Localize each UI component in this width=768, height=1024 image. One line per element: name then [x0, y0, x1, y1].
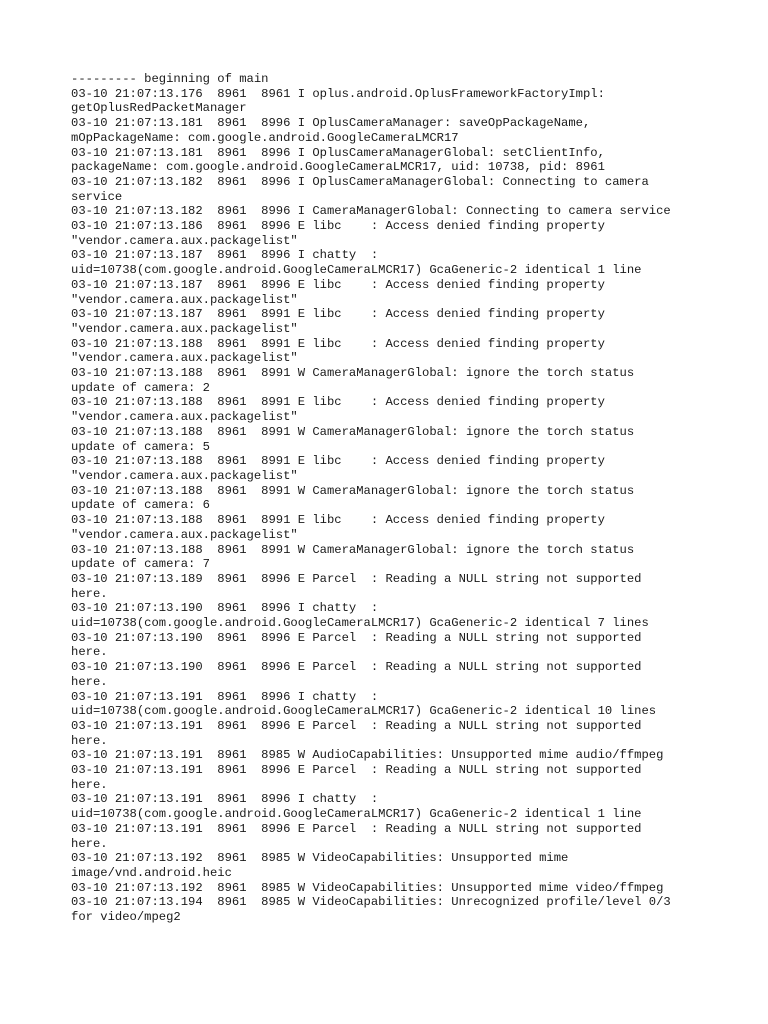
- log-line: here.: [71, 645, 108, 660]
- log-line: 03-10 21:07:13.181 8961 8996 I OplusCameraManager: saveOpPackageName,: [71, 116, 591, 131]
- log-body: [71, 72, 711, 925]
- log-line: 03-10 21:07:13.188 8961 8991 E libc : Access denied finding property: [71, 454, 605, 469]
- log-line: 03-10 21:07:13.191 8961 8996 I chatty :: [71, 689, 379, 704]
- log-line: "vendor.camera.aux.packagelist": [71, 410, 298, 425]
- log-line: here.: [71, 777, 108, 792]
- log-line: "vendor.camera.aux.packagelist": [71, 292, 298, 307]
- log-line: "vendor.camera.aux.packagelist": [71, 527, 298, 542]
- log-line: --------- beginning of main: [71, 72, 269, 86]
- log-line: 03-10 21:07:13.188 8961 8991 E libc : Access denied finding property: [71, 395, 605, 410]
- log-line: 03-10 21:07:13.191 8961 8985 W AudioCapabilities: Unsupported mime audio/ffmpeg: [71, 748, 664, 763]
- log-line: uid=10738(com.google.android.GoogleCameraLMCR17) GcaGeneric-2 identical 10 lines: [71, 704, 657, 719]
- log-line: image/vnd.android.heic: [71, 865, 232, 880]
- log-line: getOplusRedPacketManager: [71, 101, 247, 116]
- log-line: update of camera: 7: [71, 557, 210, 572]
- log-line: mOpPackageName: com.google.android.GoogleCameraLMCR17: [71, 130, 459, 145]
- log-line: 03-10 21:07:13.191 8961 8996 E Parcel : Reading a NULL string not supported: [71, 763, 642, 778]
- log-line: uid=10738(com.google.android.GoogleCameraLMCR17) GcaGeneric-2 identical 1 line: [71, 807, 642, 822]
- log-line: 03-10 21:07:13.181 8961 8996 I OplusCameraManagerGlobal: setClientInfo,: [71, 145, 605, 160]
- log-line: update of camera: 2: [71, 380, 210, 395]
- log-line: 03-10 21:07:13.187 8961 8996 E libc : Access denied finding property: [71, 277, 605, 292]
- log-line: update of camera: 6: [71, 498, 210, 513]
- log-line: 03-10 21:07:13.182 8961 8996 I OplusCameraManagerGlobal: Connecting to camera: [71, 174, 649, 189]
- log-line: 03-10 21:07:13.188 8961 8991 W CameraManagerGlobal: ignore the torch status: [71, 542, 635, 557]
- log-line: 03-10 21:07:13.190 8961 8996 I chatty :: [71, 601, 379, 616]
- log-line: packageName: com.google.android.GoogleCameraLMCR17, uid: 10738, pid: 8961: [71, 160, 605, 175]
- log-line: service: [71, 189, 123, 204]
- log-line: 03-10 21:07:13.186 8961 8996 E libc : Access denied finding property: [71, 219, 605, 234]
- log-line: "vendor.camera.aux.packagelist": [71, 351, 298, 366]
- log-line: here.: [71, 836, 108, 851]
- log-line: 03-10 21:07:13.192 8961 8985 W VideoCapabilities: Unsupported mime: [71, 851, 569, 866]
- log-line: 03-10 21:07:13.189 8961 8996 E Parcel : Reading a NULL string not supported: [71, 571, 642, 586]
- log-line: 03-10 21:07:13.176 8961 8961 I oplus.android.OplusFrameworkFactoryImpl:: [71, 86, 605, 101]
- log-line: 03-10 21:07:13.188 8961 8991 E libc : Access denied finding property: [71, 513, 605, 528]
- log-line: here.: [71, 733, 108, 748]
- log-line: "vendor.camera.aux.packagelist": [71, 233, 298, 248]
- log-line: 03-10 21:07:13.191 8961 8996 I chatty :: [71, 792, 379, 807]
- log-line: "vendor.camera.aux.packagelist": [71, 468, 298, 483]
- log-line: 03-10 21:07:13.188 8961 8991 W CameraManagerGlobal: ignore the torch status: [71, 366, 635, 381]
- log-line: here.: [71, 586, 108, 601]
- log-line: 03-10 21:07:13.191 8961 8996 E Parcel : Reading a NULL string not supported: [71, 718, 642, 733]
- log-line: 03-10 21:07:13.187 8961 8996 I chatty :: [71, 248, 379, 263]
- log-line: 03-10 21:07:13.194 8961 8985 W VideoCapabilities: Unrecognized profile/level 0/3: [71, 895, 671, 910]
- log-line: "vendor.camera.aux.packagelist": [71, 321, 298, 336]
- log-line: 03-10 21:07:13.190 8961 8996 E Parcel : Reading a NULL string not supported: [71, 630, 642, 645]
- log-line: 03-10 21:07:13.182 8961 8996 I CameraManagerGlobal: Connecting to camera service: [71, 204, 671, 219]
- log-line: 03-10 21:07:13.192 8961 8985 W VideoCapabilities: Unsupported mime video/ffmpeg: [71, 880, 664, 895]
- log-line: for video/mpeg2: [71, 910, 181, 925]
- log-line: uid=10738(com.google.android.GoogleCameraLMCR17) GcaGeneric-2 identical 1 line: [71, 263, 642, 278]
- log-line: uid=10738(com.google.android.GoogleCameraLMCR17) GcaGeneric-2 identical 7 lines: [71, 616, 649, 631]
- log-line: 03-10 21:07:13.187 8961 8991 E libc : Access denied finding property: [71, 307, 605, 322]
- log-line: 03-10 21:07:13.188 8961 8991 E libc : Access denied finding property: [71, 336, 605, 351]
- log-document: [71, 72, 711, 925]
- log-line: 03-10 21:07:13.188 8961 8991 W CameraManagerGlobal: ignore the torch status: [71, 483, 635, 498]
- log-line: update of camera: 5: [71, 439, 210, 454]
- log-line: 03-10 21:07:13.188 8961 8991 W CameraManagerGlobal: ignore the torch status: [71, 424, 635, 439]
- log-line: here.: [71, 674, 108, 689]
- log-line: 03-10 21:07:13.190 8961 8996 E Parcel : Reading a NULL string not supported: [71, 660, 642, 675]
- log-line: 03-10 21:07:13.191 8961 8996 E Parcel : Reading a NULL string not supported: [71, 821, 642, 836]
